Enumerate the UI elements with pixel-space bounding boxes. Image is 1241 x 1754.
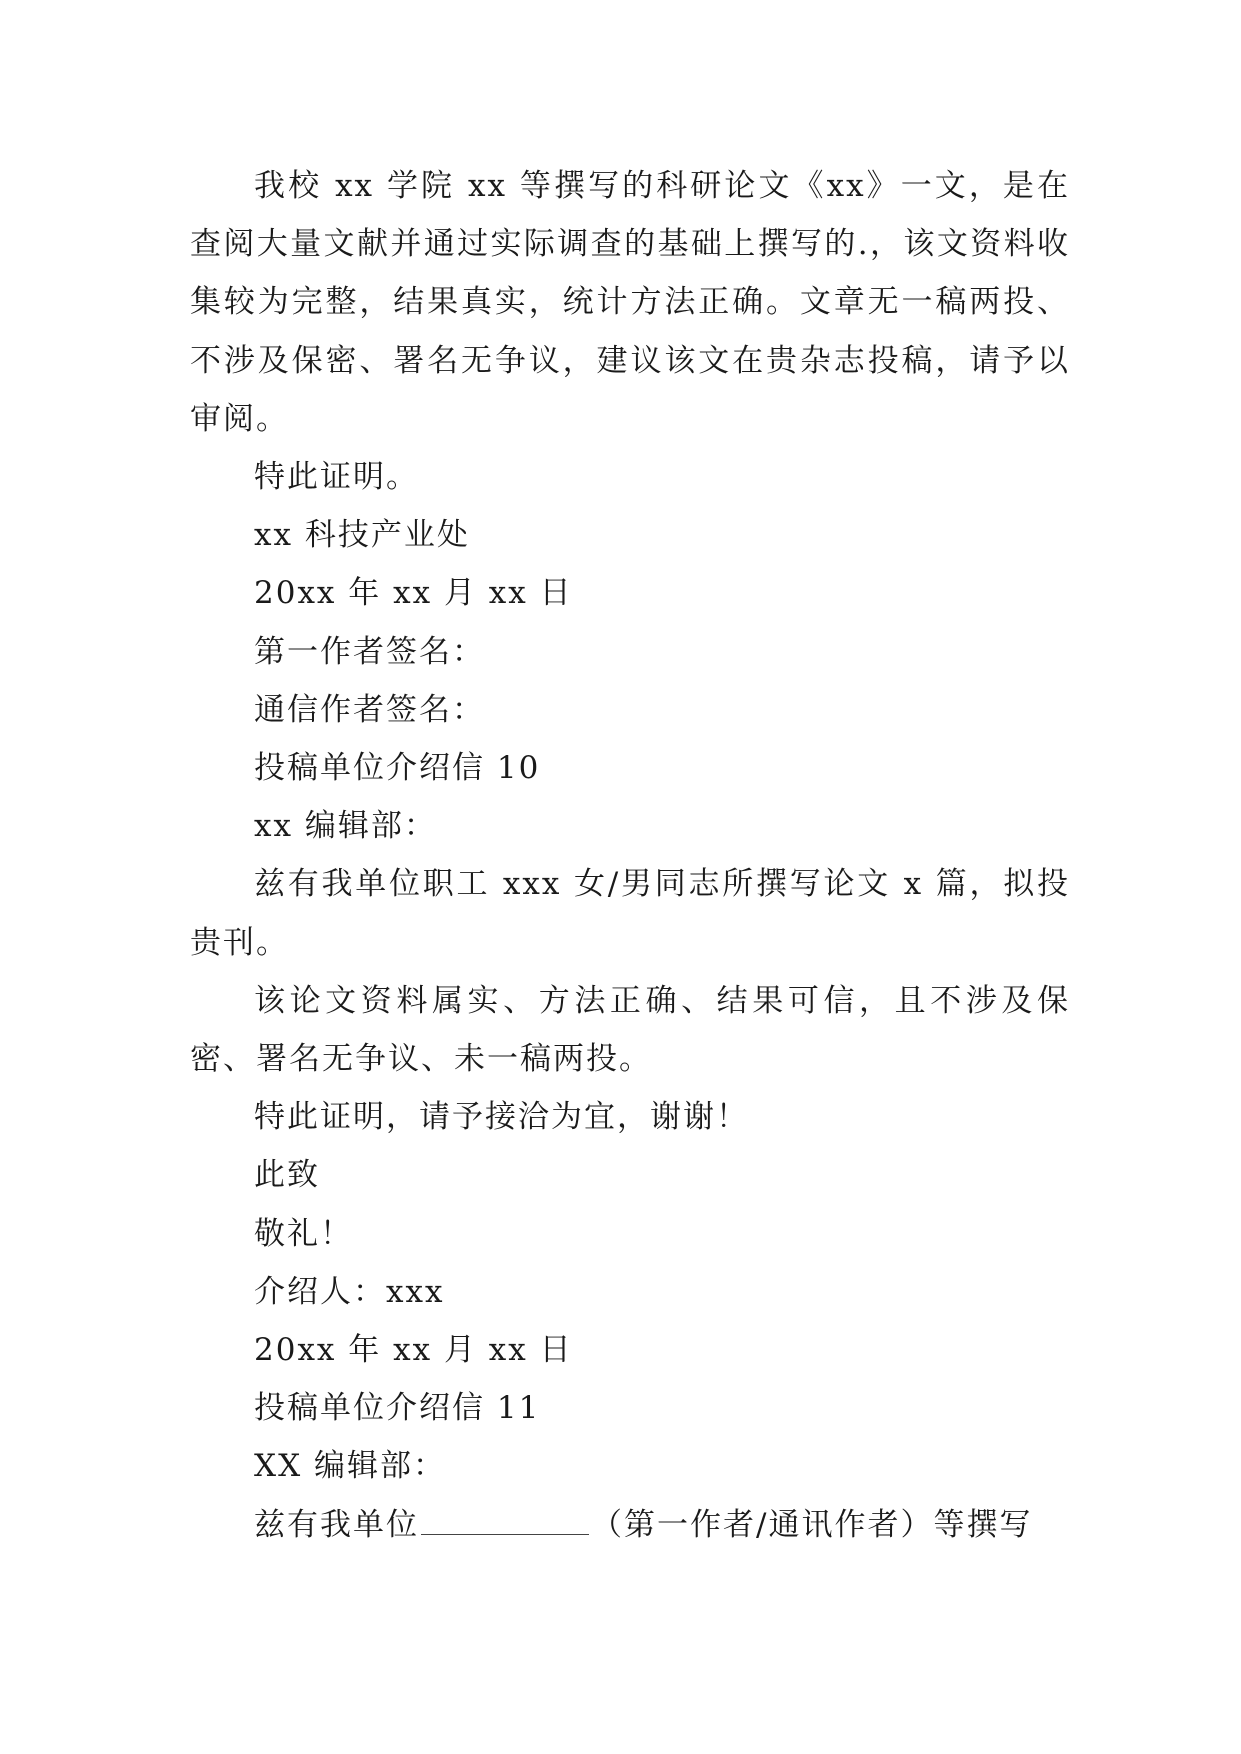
paragraph-first-author-signature: 第一作者签名：: [254, 633, 485, 670]
paragraph-date-2: 20xx 年 xx 月 xx 日: [254, 1332, 573, 1369]
paragraph-issuer: xx 科技产业处: [254, 517, 470, 554]
paragraph-closing-2: 敬礼！: [254, 1215, 353, 1252]
paragraph-introducer: 介绍人：xxx: [254, 1273, 445, 1310]
paragraph-request: 特此证明，请予接洽为宜，谢谢！: [254, 1099, 749, 1136]
paragraph-closing-1: 此致: [254, 1157, 320, 1194]
paragraph-last: [190, 1496, 1070, 1554]
paragraph-hereby-certify: 特此证明。: [254, 459, 419, 496]
document-body: [190, 157, 1070, 1554]
paragraph-introduction: 兹有我单位职工 xxx 女/男同志所撰写论文 x 篇，拟投贵刊。: [190, 866, 1070, 961]
paragraph-salutation: xx 编辑部：: [254, 808, 437, 845]
paragraph-certification-body: 我校 xx 学院 xx 等撰写的科研论文《xx》一文，是在查阅大量文献并通过实际调查的基础上撰写的.，该文资料收集较为完整，结果真实，统计方法正确。文章无一稿两投、不涉及保密、署名无争议，建议该文在贵杂志投稿，请予以审阅。: [190, 168, 1070, 437]
paragraph-salutation-2: XX 编辑部：: [254, 1448, 446, 1485]
section-heading-letter-11: 投稿单位介绍信 11: [254, 1390, 541, 1427]
last-paragraph-tail: （第一作者/通讯作者）等撰写: [591, 1506, 1033, 1543]
paragraph-corresponding-author-signature: 通信作者签名：: [254, 691, 485, 728]
section-heading-letter-10: 投稿单位介绍信 10: [254, 750, 541, 787]
paragraph-date: 20xx 年 xx 月 xx 日: [254, 575, 573, 612]
paragraph-statement: 该论文资料属实、方法正确、结果可信，且不涉及保密、署名无争议、未一稿两投。: [190, 982, 1070, 1078]
fill-in-blank: [421, 1504, 589, 1535]
last-paragraph-lead: 兹有我单位: [254, 1506, 419, 1543]
